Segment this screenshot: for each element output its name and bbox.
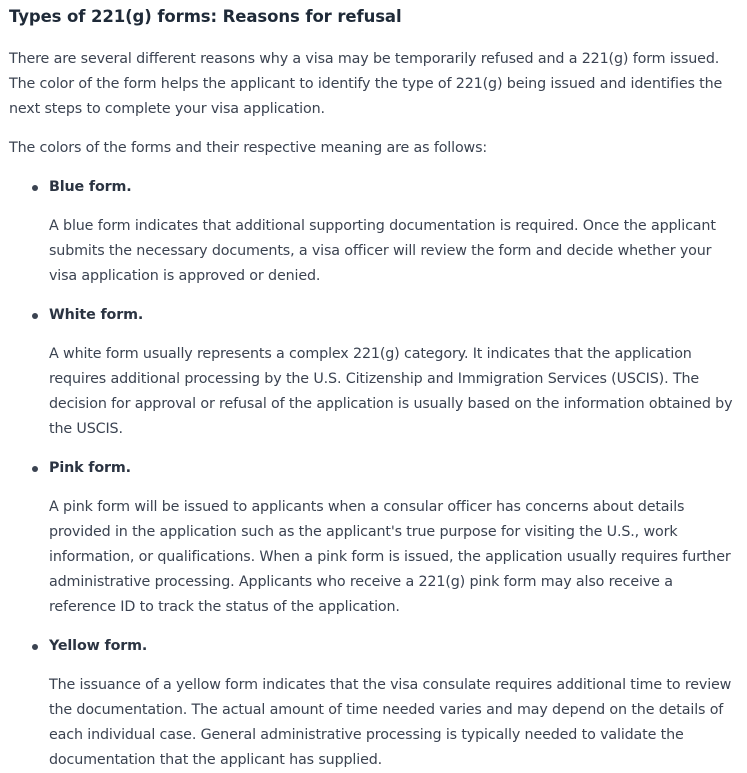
bullet-dot	[32, 185, 38, 191]
list-item-white-form	[9, 303, 738, 442]
intro-paragraph: There are several different reasons why a visa may be temporarily refused and a 221(g) form issued. The color of the form helps the applicant to identify the type of 221(g) being issued and identifies the next steps to complete your visa application.	[9, 51, 723, 117]
section-title: Types of 221(g) forms: Reasons for refusal	[9, 7, 402, 26]
item-heading: Blue form.	[49, 179, 132, 195]
item-description: A pink form will be issued to applicants when a consular officer has concerns about details provided in the application such as the applicant's true purpose for visiting the U.S., work information, or qualifications. When a pink form is issued, the application usually requires further administrative processing. Applicants who receive a 221(g) pink form may also receive a reference ID to track the status of the application.	[49, 499, 731, 615]
item-heading: Yellow form.	[49, 638, 148, 654]
list-item-blue-form	[9, 175, 738, 289]
lead-paragraph: The colors of the forms and their respective meaning are as follows:	[9, 140, 488, 156]
form-types-list	[9, 175, 738, 773]
bullet-dot	[32, 466, 38, 472]
item-heading: White form.	[49, 307, 144, 323]
item-description: The issuance of a yellow form indicates that the visa consulate requires additional time to review the documentation. The actual amount of time needed varies and may depend on the details of each individual case. General administrative processing is typically needed to validate the documentation that the applicant has supplied.	[49, 677, 732, 768]
item-description: A blue form indicates that additional supporting documentation is required. Once the applicant submits the necessary documents, a visa officer will review the form and decide whether your visa application is approved or denied.	[49, 218, 716, 284]
bullet-dot	[32, 644, 38, 650]
item-heading: Pink form.	[49, 460, 131, 476]
bullet-dot	[32, 313, 38, 319]
list-item-pink-form	[9, 456, 738, 620]
item-description: A white form usually represents a complex 221(g) category. It indicates that the application requires additional processing by the U.S. Citizenship and Immigration Services (USCIS). The decision for approval or refusal of the application is usually based on the information obtained by the USCIS.	[49, 346, 733, 437]
list-item-yellow-form	[9, 634, 738, 773]
